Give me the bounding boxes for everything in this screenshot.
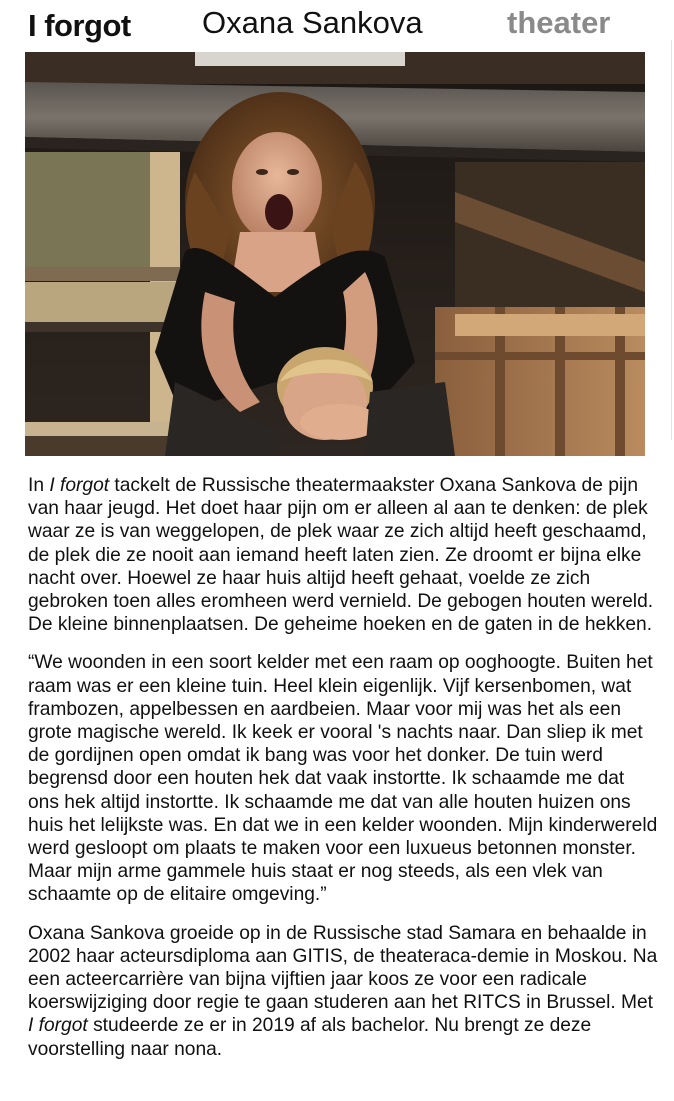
performance-photo xyxy=(25,52,645,456)
page-header xyxy=(0,0,674,52)
article-paragraph-2-quote: “We woonden in een soort kelder met een raam op ooghoogte. Buiten het raam was er een kleine tuin. Heel klein eigenlijk. Vijf kersenbomen, wat frambozen, appelbessen en aardbeien. Maar voor mij was het als een grote magische wereld. Ik keek er vooral 's nachts naar. Dan sliep ik met de gordijnen open omdat ik bang was voor het donker. De tuin werd begrensd door een houten hek dat vaak instortte. Ik schaamde me dat ons hek altijd instortte. Ik schaamde me dat van alle houten huizen ons huis het lelijkste was. En dat we in een kelder woonden. Mijn kinderwereld werd gesloopt om plaats te maken voor een luxueus betonnen monster. Maar mijn arme gammele huis staat er nog steeds, als een vlek van schaamte op de elitaire omgeving.” xyxy=(28,652,658,906)
paragraph-text: tackelt de Russische theatermaakster Oxana Sankova de pijn van haar jeugd. Het doet haar pijn om er alleen al aan te denken: de plek waar ze is van weggelopen, de plek waar ze zich altijd heeft geschaamd, de plek die ze nooit aan iemand heeft laten zien. Ze droomt er bijna elke nacht over. Hoewel ze haar huis altijd heeft gehaat, voelde ze zich gebroken toen alles eromheen werd vernield. De gebogen houten wereld. De kleine binnenplaatsen. De geheime hoeken en de gaten in de hekken. xyxy=(28,475,654,636)
paragraph-text: studeerde ze er in 2019 af als bachelor. Nu brengt ze deze voorstelling naar nona. xyxy=(28,1015,592,1060)
right-edge-rule xyxy=(671,40,672,440)
title-emphasis: I forgot xyxy=(28,1015,88,1037)
paragraph-text: In xyxy=(28,475,50,496)
production-title: I forgot xyxy=(28,8,131,43)
artist-name: Oxana Sankova xyxy=(202,5,423,40)
article-paragraph-3 xyxy=(28,922,658,1061)
paragraph-text: Oxana Sankova groeide op in de Russische stad Samara en behaalde in 2002 haar acteursdiploma aan GITIS, de theateraca-demie in Moskou. Na een acteercarrière van bijna vijftien jaar koos ze voor een radicale koerswijziging door regie te gaan studeren aan het RITCS in Brussel. Met xyxy=(28,922,658,1014)
article-paragraph-1 xyxy=(28,474,658,636)
category-label: theater xyxy=(507,5,611,40)
title-emphasis: I forgot xyxy=(49,475,110,496)
article-body xyxy=(28,474,658,1076)
